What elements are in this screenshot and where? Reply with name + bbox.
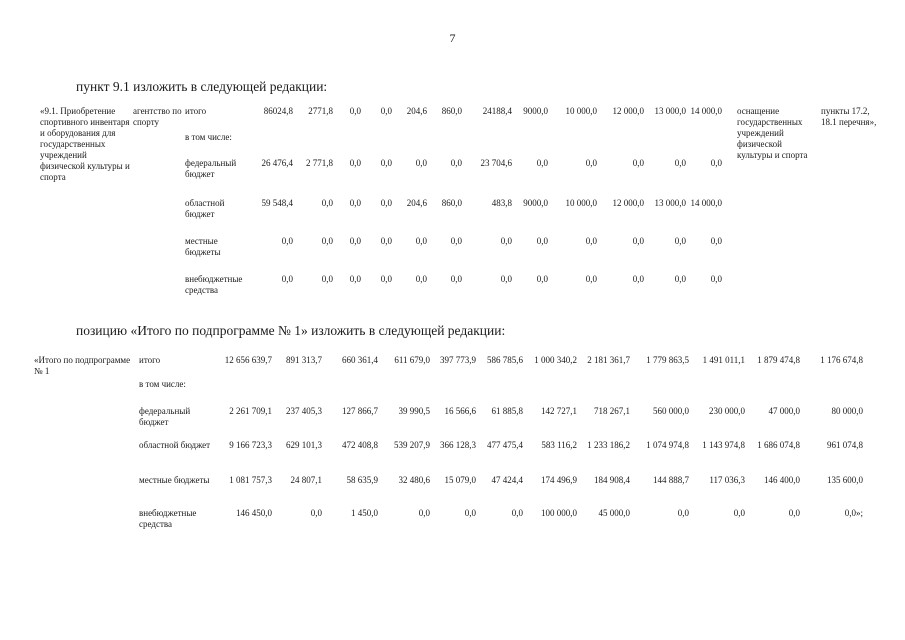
row-label: внебюджетные средства bbox=[139, 508, 197, 529]
value-cell: 32 480,6 bbox=[398, 475, 430, 485]
value-cell: 1 000 340,2 bbox=[534, 355, 577, 365]
value-cell: 0,0 bbox=[380, 158, 392, 168]
value-cell: 1 879 474,8 bbox=[757, 355, 800, 365]
value-cell: 174 496,9 bbox=[541, 475, 577, 485]
value-cell: 860,0 bbox=[441, 106, 462, 116]
value-cell: 0,0 bbox=[349, 236, 361, 246]
value-cell: 0,0 bbox=[733, 508, 745, 518]
value-cell: 0,0 bbox=[710, 236, 722, 246]
value-cell: 0,0 bbox=[710, 158, 722, 168]
s1-item-name: «9.1. Приобретение спортивного инвентаря и оборудования для государственных учреждений физической культуры и спорта bbox=[40, 106, 130, 182]
s2-item-name: «Итого по подпрограмме № 1 bbox=[34, 355, 131, 376]
value-cell: 1 143 974,8 bbox=[702, 440, 745, 450]
value-cell: 586 785,6 bbox=[487, 355, 523, 365]
value-cell: 539 207,9 bbox=[394, 440, 430, 450]
value-cell: 0,0 bbox=[585, 158, 597, 168]
row-label: в том числе: bbox=[185, 132, 232, 142]
value-cell: 9 166 723,3 bbox=[229, 440, 272, 450]
value-cell: 961 074,8 bbox=[827, 440, 863, 450]
value-cell: 0,0 bbox=[415, 236, 427, 246]
value-cell: 12 000,0 bbox=[612, 106, 644, 116]
value-cell: 0,0 bbox=[415, 158, 427, 168]
value-cell: 16 566,6 bbox=[444, 406, 476, 416]
value-cell: 1 074 974,8 bbox=[646, 440, 689, 450]
value-cell: 1 491 011,1 bbox=[702, 355, 745, 365]
value-cell: 47 424,4 bbox=[491, 475, 523, 485]
value-cell: 39 990,5 bbox=[398, 406, 430, 416]
value-cell: 560 000,0 bbox=[653, 406, 689, 416]
value-cell: 12 656 639,7 bbox=[224, 355, 272, 365]
value-cell: 117 036,3 bbox=[709, 475, 745, 485]
value-cell: 146 400,0 bbox=[764, 475, 800, 485]
value-cell: 14 000,0 bbox=[690, 198, 722, 208]
s1-result: оснащение государственных учреждений физической культуры и спорта bbox=[737, 106, 808, 160]
value-cell: 13 000,0 bbox=[654, 106, 686, 116]
value-cell: 1 176 674,8 bbox=[820, 355, 863, 365]
value-cell: 9000,0 bbox=[523, 106, 548, 116]
row-label: областной бюджет bbox=[139, 440, 211, 450]
value-cell: 0,0 bbox=[632, 236, 644, 246]
value-cell: 0,0 bbox=[500, 274, 512, 284]
value-cell: 13 000,0 bbox=[654, 198, 686, 208]
value-cell: 0,0 bbox=[710, 274, 722, 284]
value-cell: 1 779 863,5 bbox=[646, 355, 689, 365]
value-cell: 144 888,7 bbox=[653, 475, 689, 485]
row-label: федеральный бюджет bbox=[139, 406, 191, 427]
value-cell: 2 181 361,7 bbox=[587, 355, 630, 365]
value-cell: 0,0 bbox=[464, 508, 476, 518]
value-cell: 0,0 bbox=[321, 274, 333, 284]
value-cell: 0,0 bbox=[380, 274, 392, 284]
value-cell: 2 771,8 bbox=[306, 158, 333, 168]
value-cell: 0,0 bbox=[281, 236, 293, 246]
row-label: в том числе: bbox=[139, 379, 186, 389]
value-cell: 0,0 bbox=[450, 274, 462, 284]
value-cell: 0,0 bbox=[349, 106, 361, 116]
value-cell: 583 116,2 bbox=[541, 440, 577, 450]
value-cell: 0,0 bbox=[380, 106, 392, 116]
row-label: федеральный бюджет bbox=[185, 158, 237, 179]
value-cell: 0,0 bbox=[415, 274, 427, 284]
value-cell: 10 000,0 bbox=[565, 198, 597, 208]
value-cell: 0,0 bbox=[321, 236, 333, 246]
section-2-heading: позицию «Итого по подпрограмме № 1» изложить в следующей редакции: bbox=[76, 323, 506, 338]
value-cell: 2 261 709,1 bbox=[229, 406, 272, 416]
value-cell: 0,0 bbox=[349, 198, 361, 208]
value-cell: 24 807,1 bbox=[290, 475, 322, 485]
value-cell: 0,0 bbox=[788, 508, 800, 518]
value-cell: 45 000,0 bbox=[598, 508, 630, 518]
value-cell: 24188,4 bbox=[482, 106, 512, 116]
value-cell: 0,0 bbox=[632, 158, 644, 168]
value-cell: 611 679,0 bbox=[394, 355, 430, 365]
value-cell: 629 101,3 bbox=[286, 440, 322, 450]
value-cell: 0,0 bbox=[450, 158, 462, 168]
row-label: итого bbox=[185, 106, 207, 116]
value-cell: 1 081 757,3 bbox=[229, 475, 272, 485]
value-cell: 0,0 bbox=[349, 158, 361, 168]
value-cell: 0,0 bbox=[380, 198, 392, 208]
value-cell: 142 727,1 bbox=[541, 406, 577, 416]
value-cell: 0,0»; bbox=[844, 508, 863, 518]
value-cell: 80 000,0 bbox=[831, 406, 863, 416]
value-cell: 472 408,8 bbox=[342, 440, 378, 450]
value-cell: 0,0 bbox=[450, 236, 462, 246]
value-cell: 397 773,9 bbox=[440, 355, 476, 365]
value-cell: 9000,0 bbox=[523, 198, 548, 208]
value-cell: 204,6 bbox=[406, 106, 427, 116]
value-cell: 86024,8 bbox=[263, 106, 293, 116]
row-label: внебюджетные средства bbox=[185, 274, 243, 295]
value-cell: 891 313,7 bbox=[286, 355, 322, 365]
value-cell: 0,0 bbox=[500, 236, 512, 246]
value-cell: 59 548,4 bbox=[261, 198, 293, 208]
value-cell: 0,0 bbox=[585, 274, 597, 284]
value-cell: 660 361,4 bbox=[342, 355, 378, 365]
value-cell: 0,0 bbox=[674, 274, 686, 284]
value-cell: 12 000,0 bbox=[612, 198, 644, 208]
value-cell: 61 885,8 bbox=[491, 406, 523, 416]
value-cell: 230 000,0 bbox=[709, 406, 745, 416]
value-cell: 0,0 bbox=[281, 274, 293, 284]
value-cell: 0,0 bbox=[536, 236, 548, 246]
value-cell: 14 000,0 bbox=[690, 106, 722, 116]
value-cell: 135 600,0 bbox=[827, 475, 863, 485]
value-cell: 10 000,0 bbox=[565, 106, 597, 116]
value-cell: 1 233 186,2 bbox=[587, 440, 630, 450]
value-cell: 483,8 bbox=[491, 198, 512, 208]
value-cell: 366 128,3 bbox=[440, 440, 476, 450]
value-cell: 0,0 bbox=[310, 508, 322, 518]
value-cell: 26 476,4 bbox=[261, 158, 293, 168]
s1-agency: агентство по спорту bbox=[133, 106, 182, 127]
value-cell: 0,0 bbox=[511, 508, 523, 518]
page-number: 7 bbox=[449, 31, 456, 45]
row-label: местные бюджеты bbox=[139, 475, 210, 485]
row-label: итого bbox=[139, 355, 161, 365]
value-cell: 237 405,3 bbox=[286, 406, 322, 416]
value-cell: 58 635,9 bbox=[346, 475, 378, 485]
value-cell: 1 686 074,8 bbox=[757, 440, 800, 450]
value-cell: 0,0 bbox=[418, 508, 430, 518]
value-cell: 0,0 bbox=[677, 508, 689, 518]
value-cell: 0,0 bbox=[585, 236, 597, 246]
value-cell: 0,0 bbox=[674, 158, 686, 168]
value-cell: 860,0 bbox=[441, 198, 462, 208]
row-label: областной бюджет bbox=[185, 198, 225, 219]
value-cell: 0,0 bbox=[536, 274, 548, 284]
value-cell: 0,0 bbox=[536, 158, 548, 168]
value-cell: 2771,8 bbox=[308, 106, 333, 116]
value-cell: 477 475,4 bbox=[487, 440, 523, 450]
value-cell: 23 704,6 bbox=[480, 158, 512, 168]
value-cell: 15 079,0 bbox=[444, 475, 476, 485]
value-cell: 0,0 bbox=[349, 274, 361, 284]
value-cell: 1 450,0 bbox=[351, 508, 378, 518]
value-cell: 0,0 bbox=[321, 198, 333, 208]
value-cell: 184 908,4 bbox=[594, 475, 630, 485]
value-cell: 204,6 bbox=[406, 198, 427, 208]
value-cell: 0,0 bbox=[674, 236, 686, 246]
value-cell: 0,0 bbox=[632, 274, 644, 284]
value-cell: 127 866,7 bbox=[342, 406, 378, 416]
section-1-heading: пункт 9.1 изложить в следующей редакции: bbox=[76, 79, 328, 94]
value-cell: 146 450,0 bbox=[236, 508, 272, 518]
value-cell: 47 000,0 bbox=[768, 406, 800, 416]
value-cell: 718 267,1 bbox=[594, 406, 630, 416]
value-cell: 100 000,0 bbox=[541, 508, 577, 518]
row-label: местные бюджеты bbox=[185, 236, 221, 257]
s1-points: пункты 17.2, 18.1 перечня», bbox=[821, 106, 877, 127]
value-cell: 0,0 bbox=[380, 236, 392, 246]
